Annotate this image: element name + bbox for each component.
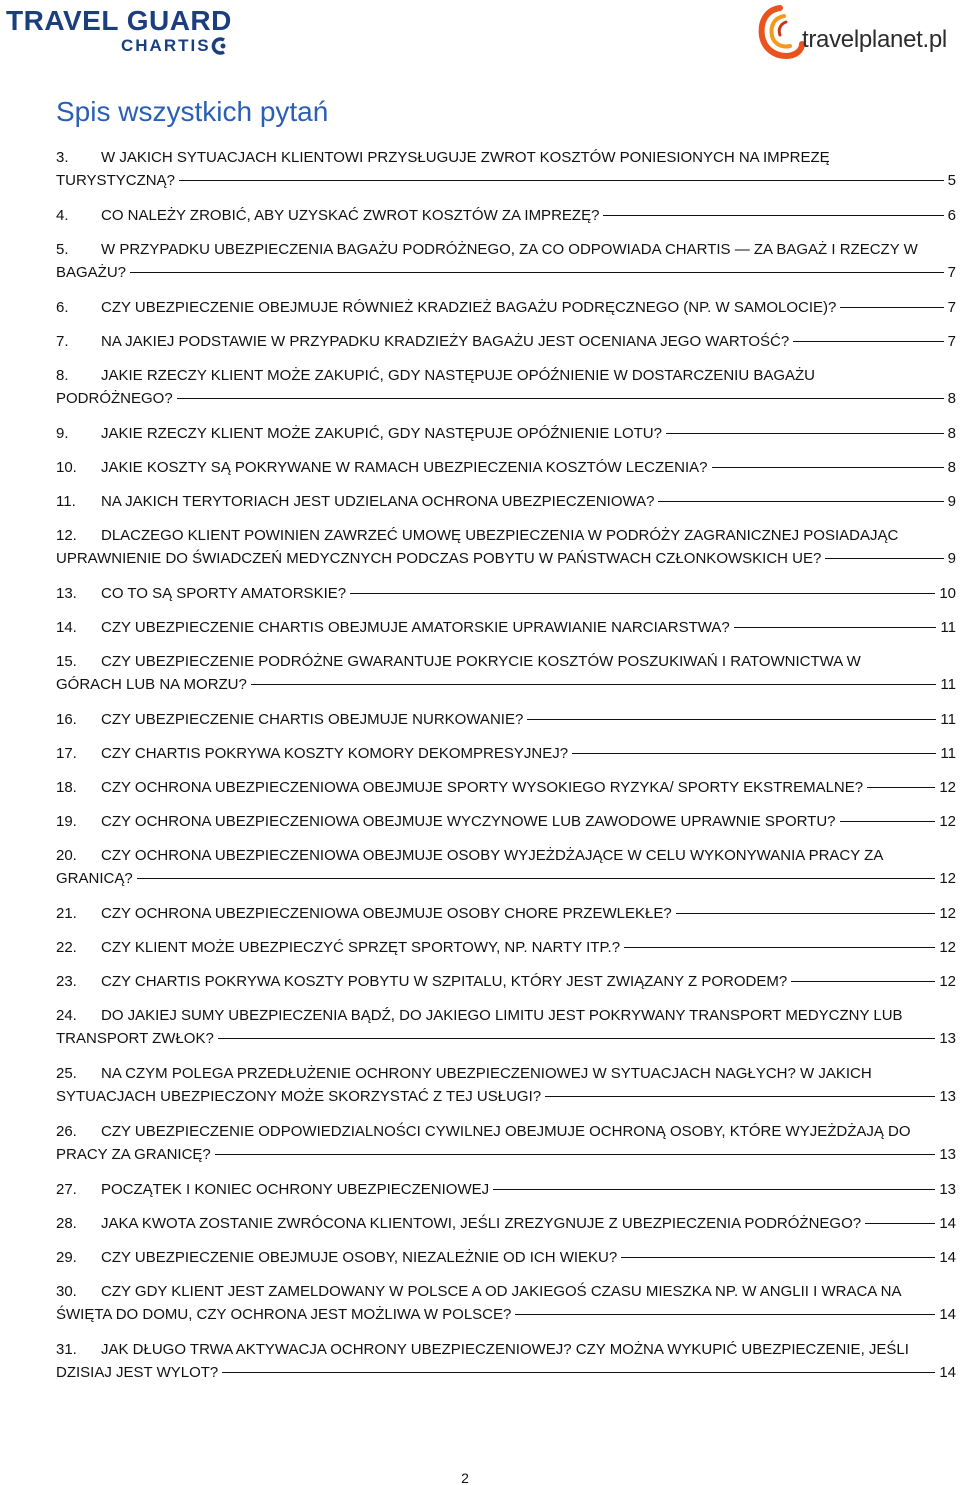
- toc-entry-text: CZY KLIENT MOŻE UBEZPIECZYĆ SPRZĘT SPORTOWY, NP. NARTY ITP.?: [101, 939, 621, 956]
- toc-page-number: 9: [947, 493, 956, 510]
- page-title: Spis wszystkich pytań: [56, 96, 329, 127]
- toc-entry-number: 15.: [56, 653, 77, 670]
- toc-leader-line: [251, 684, 937, 685]
- toc-leader-line: [215, 1154, 936, 1155]
- toc-entry-number: 26.: [56, 1123, 77, 1140]
- toc-leader-line: [222, 1372, 935, 1373]
- toc-entry-number: 19.: [56, 813, 77, 830]
- toc-leader-line: [712, 467, 944, 468]
- toc-entry[interactable]: [56, 902, 956, 925]
- toc-leader-line: [791, 981, 935, 982]
- toc-entry[interactable]: [56, 296, 956, 319]
- toc-entry-text: PRACY ZA GRANICĘ?: [56, 1146, 211, 1163]
- toc-entry-text: CO TO SĄ SPORTY AMATORSKIE?: [101, 585, 347, 602]
- toc-entry[interactable]: [56, 1280, 956, 1326]
- toc-entry[interactable]: [56, 524, 956, 570]
- toc-page-number: 9: [947, 550, 956, 567]
- toc-entry-number: 7.: [56, 333, 69, 350]
- toc-leader-line: [793, 341, 943, 342]
- toc-entry-text: DLACZEGO KLIENT POWINIEN ZAWRZEĆ UMOWĘ UBEZPIECZENIA W PODRÓŻY ZAGRANICZNEJ POSIADAJĄC: [101, 527, 899, 544]
- toc-entry[interactable]: [56, 1338, 956, 1384]
- toc-entry[interactable]: [56, 844, 956, 890]
- toc-leader-line: [840, 307, 943, 308]
- toc-leader-line: [840, 821, 936, 822]
- toc-page-number: 13: [939, 1181, 956, 1198]
- toc-page-number: 8: [947, 390, 956, 407]
- toc-leader-line: [603, 215, 943, 216]
- toc-entry[interactable]: [56, 936, 956, 959]
- toc-entry-number: 27.: [56, 1181, 77, 1198]
- toc-entry-number: 29.: [56, 1249, 77, 1266]
- toc-leader-line: [825, 558, 943, 559]
- travel-guard-chartis-logo: [6, 6, 236, 58]
- toc-entry[interactable]: [56, 810, 956, 833]
- page-number: 2: [461, 1470, 469, 1485]
- toc-entry-text: CZY UBEZPIECZENIE ODPOWIEDZIALNOŚCI CYWILNEJ OBEJMUJE OCHRONĄ OSOBY, KTÓRE WYJEŻDŻAJĄ DO: [101, 1123, 911, 1140]
- toc-entry-number: 4.: [56, 207, 69, 224]
- travelplanet-logo: [752, 4, 952, 64]
- toc-entry-number: 11.: [56, 493, 76, 510]
- toc-page-number: 12: [939, 939, 956, 956]
- toc-entry-text: CZY GDY KLIENT JEST ZAMELDOWANY W POLSCE A OD JAKIEGOŚ CZASU MIESZKA NP. W ANGLII I WRACA NA: [101, 1283, 902, 1300]
- toc-page-number: 12: [939, 779, 956, 796]
- toc-leader-line: [218, 1038, 936, 1039]
- toc-entry[interactable]: [56, 650, 956, 696]
- toc-entry[interactable]: [56, 456, 956, 479]
- toc-entry-text: NA JAKICH TERYTORIACH JEST UDZIELANA OCHRONA UBEZPIECZENIOWA?: [101, 493, 655, 510]
- toc-page-number: 5: [947, 172, 956, 189]
- toc-entry-number: 10.: [56, 459, 77, 476]
- toc-page-number: 11: [940, 676, 956, 693]
- toc-entry[interactable]: [56, 616, 956, 639]
- toc-leader-line: [493, 1189, 935, 1190]
- toc-page-number: 12: [939, 973, 956, 990]
- toc-entry-number: 25.: [56, 1065, 77, 1082]
- toc-entry-text: W JAKICH SYTUACJACH KLIENTOWI PRZYSŁUGUJE ZWROT KOSZTÓW PONIESIONYCH NA IMPREZĘ: [101, 149, 830, 166]
- toc-entry-text: GÓRACH LUB NA MORZU?: [56, 676, 247, 693]
- toc-leader-line: [515, 1314, 935, 1315]
- toc-page-number: 14: [939, 1215, 956, 1232]
- toc-entry-number: 31.: [56, 1341, 77, 1358]
- toc-entry[interactable]: [56, 422, 956, 445]
- toc-page-number: 13: [939, 1030, 956, 1047]
- toc-entry[interactable]: [56, 582, 956, 605]
- toc-entry-text: JAKIE RZECZY KLIENT MOŻE ZAKUPIĆ, GDY NASTĘPUJE OPÓŹNIENIE LOTU?: [101, 425, 662, 442]
- toc-entry[interactable]: [56, 742, 956, 765]
- toc-entry-text: UPRAWNIENIE DO ŚWIADCZEŃ MEDYCZNYCH PODCZAS POBYTU W PAŃSTWACH CZŁONKOWSKICH UE?: [56, 550, 822, 567]
- toc-page-number: 7: [947, 264, 956, 281]
- toc-entry-number: 16.: [56, 711, 77, 728]
- toc-entry[interactable]: [56, 490, 956, 513]
- toc-leader-line: [545, 1096, 935, 1097]
- toc-entry-number: 14.: [56, 619, 77, 636]
- toc-entry[interactable]: [56, 238, 956, 284]
- toc-page-number: 12: [939, 905, 956, 922]
- toc-entry-text: DZISIAJ JEST WYLOT?: [56, 1364, 219, 1381]
- toc-entry-text: JAKA KWOTA ZOSTANIE ZWRÓCONA KLIENTOWI, JEŚLI ZREZYGNUJE Z UBEZPIECZENIA PODRÓŻNEGO?: [101, 1215, 862, 1232]
- toc-entry[interactable]: [56, 1212, 956, 1235]
- toc-entry-number: 30.: [56, 1283, 77, 1300]
- toc-entry-text: CZY OCHRONA UBEZPIECZENIOWA OBEJMUJE SPORTY WYSOKIEGO RYZYKA/ SPORTY EKSTREMALNE?: [101, 779, 864, 796]
- toc-page-number: 12: [939, 813, 956, 830]
- toc-page-number: 11: [940, 711, 956, 728]
- toc-entry[interactable]: [56, 1062, 956, 1108]
- toc-leader-line: [527, 719, 936, 720]
- toc-entry-text: ŚWIĘTA DO DOMU, CZY OCHRONA JEST MOŻLIWA W POLSCE?: [56, 1306, 512, 1323]
- toc-page-number: 8: [947, 459, 956, 476]
- toc-entry[interactable]: [56, 146, 956, 192]
- toc-entry-text: JAKIE KOSZTY SĄ POKRYWANE W RAMACH UBEZPIECZENIA KOSZTÓW LECZENIA?: [101, 459, 708, 476]
- toc-page-number: 8: [947, 425, 956, 442]
- toc-entry-text: CZY UBEZPIECZENIE OBEJMUJE OSOBY, NIEZALEŻNIE OD ICH WIEKU?: [101, 1249, 618, 1266]
- toc-entry[interactable]: [56, 330, 956, 353]
- toc-entry-text: TURYSTYCZNĄ?: [56, 172, 175, 189]
- toc-entry-number: 18.: [56, 779, 77, 796]
- toc-leader-line: [350, 593, 935, 594]
- toc-entry-text: CZY UBEZPIECZENIE PODRÓŻNE GWARANTUJE POKRYCIE KOSZTÓW POSZUKIWAŃ I RATOWNICTWA W: [101, 653, 861, 670]
- toc-entry[interactable]: [56, 708, 956, 731]
- toc-entry-text: GRANICĄ?: [56, 870, 133, 887]
- toc-entry-text: BAGAŻU?: [56, 264, 127, 281]
- toc-entry-text: W PRZYPADKU UBEZPIECZENIA BAGAŻU PODRÓŻNEGO, ZA CO ODPOWIADA CHARTIS — ZA BAGAŻ I RZECZY W: [101, 241, 918, 258]
- toc-entry-number: 9.: [56, 425, 69, 442]
- toc-page-number: 13: [939, 1146, 956, 1163]
- toc-page-number: 11: [940, 745, 956, 762]
- toc-leader-line: [624, 947, 935, 948]
- toc-page-number: 7: [947, 333, 956, 350]
- toc-leader-line: [734, 627, 937, 628]
- toc-entry-number: 23.: [56, 973, 77, 990]
- toc-entry-number: 6.: [56, 299, 69, 316]
- toc-entry[interactable]: [56, 204, 956, 227]
- toc-leader-line: [867, 787, 935, 788]
- toc-entry-number: 28.: [56, 1215, 77, 1232]
- toc-page-number: 14: [939, 1364, 956, 1381]
- toc-entry-text: CZY OCHRONA UBEZPIECZENIOWA OBEJMUJE OSOBY CHORE PRZEWLEKŁE?: [101, 905, 672, 922]
- toc-leader-line: [179, 180, 944, 181]
- travelplanet-swirl-icon: [756, 4, 806, 62]
- toc-entry-text: CZY OCHRONA UBEZPIECZENIOWA OBEJMUJE WYCZYNOWE LUB ZAWODOWE UPRAWNIE SPORTU?: [101, 813, 836, 830]
- toc-entry-number: 22.: [56, 939, 77, 956]
- chartis-c-icon: [208, 37, 230, 55]
- chartis-logo-text: CHARTIS: [121, 36, 211, 55]
- toc-page-number: 7: [947, 299, 956, 316]
- toc-leader-line: [177, 398, 944, 399]
- toc-leader-line: [130, 272, 944, 273]
- toc-entry-text: PODRÓŻNEGO?: [56, 390, 173, 407]
- toc-entry-text: CZY CHARTIS POKRYWA KOSZTY POBYTU W SZPITALU, KTÓRY JEST ZWIĄZANY Z PORODEM?: [101, 973, 788, 990]
- toc-entry[interactable]: [56, 1178, 956, 1201]
- toc-entry-text: TRANSPORT ZWŁOK?: [56, 1030, 214, 1047]
- toc-page-number: 14: [939, 1306, 956, 1323]
- toc-entry-number: 24.: [56, 1007, 77, 1024]
- toc-entry[interactable]: [56, 364, 956, 410]
- toc-entry-text: CO NALEŻY ZROBIĆ, ABY UZYSKAĆ ZWROT KOSZTÓW ZA IMPREZĘ?: [101, 207, 600, 224]
- toc-entry-number: 13.: [56, 585, 77, 602]
- toc-entry-number: 12.: [56, 527, 77, 544]
- toc-entry-text: CZY UBEZPIECZENIE CHARTIS OBEJMUJE NURKOWANIE?: [101, 711, 524, 728]
- toc-entry-text: NA JAKIEJ PODSTAWIE W PRZYPADKU KRADZIEŻY BAGAŻU JEST OCENIANA JEGO WARTOŚĆ?: [101, 333, 790, 350]
- travel-guard-logo-text: TRAVEL GUARD: [6, 5, 232, 36]
- toc-entry[interactable]: [56, 776, 956, 799]
- toc-entry-text: CZY CHARTIS POKRYWA KOSZTY KOMORY DEKOMPRESYJNEJ?: [101, 745, 569, 762]
- travelplanet-logo-text: travelplanet.pl: [802, 26, 947, 53]
- toc-entry[interactable]: [56, 970, 956, 993]
- toc-entry[interactable]: [56, 1004, 956, 1050]
- toc-entry-text: SYTUACJACH UBEZPIECZONY MOŻE SKORZYSTAĆ Z TEJ USŁUGI?: [56, 1088, 542, 1105]
- toc-entry-text: POCZĄTEK I KONIEC OCHRONY UBEZPIECZENIOWEJ: [101, 1181, 490, 1198]
- toc-entry[interactable]: [56, 1120, 956, 1166]
- toc-entry-text: JAKIE RZECZY KLIENT MOŻE ZAKUPIĆ, GDY NASTĘPUJE OPÓŹNIENIE W DOSTARCZENIU BAGAŻU: [101, 367, 815, 384]
- toc-page-number: 13: [939, 1088, 956, 1105]
- toc-entry-number: 21.: [56, 905, 77, 922]
- toc-entry-number: 20.: [56, 847, 77, 864]
- toc-entry-text: CZY UBEZPIECZENIE OBEJMUJE RÓWNIEŻ KRADZIEŻ BAGAŻU PODRĘCZNEGO (NP. W SAMOLOCIE)?: [101, 299, 837, 316]
- toc-page-number: 6: [947, 207, 956, 224]
- toc-entry-text: JAK DŁUGO TRWA AKTYWACJA OCHRONY UBEZPIECZENIOWEJ? CZY MOŻNA WYKUPIĆ UBEZPIECZENIE, JEŚLI: [101, 1341, 909, 1358]
- toc-page-number: 14: [939, 1249, 956, 1266]
- toc-page-number: 12: [939, 870, 956, 887]
- toc-entry[interactable]: [56, 1246, 956, 1269]
- toc-entry-text: NA CZYM POLEGA PRZEDŁUŻENIE OCHRONY UBEZPIECZENIOWEJ W SYTUACJACH NAGŁYCH? W JAKICH: [101, 1065, 872, 1082]
- toc-leader-line: [666, 433, 944, 434]
- toc-entry-text: CZY OCHRONA UBEZPIECZENIOWA OBEJMUJE OSOBY WYJEŻDŻAJĄCE W CELU WYKONYWANIA PRACY ZA: [101, 847, 884, 864]
- toc-leader-line: [572, 753, 936, 754]
- toc-leader-line: [865, 1223, 935, 1224]
- toc-leader-line: [658, 501, 943, 502]
- toc-entry-text: CZY UBEZPIECZENIE CHARTIS OBEJMUJE AMATORSKIE UPRAWIANIE NARCIARSTWA?: [101, 619, 730, 636]
- toc-entry-text: DO JAKIEJ SUMY UBEZPIECZENIA BĄDŹ, DO JAKIEGO LIMITU JEST POKRYWANY TRANSPORT MEDYCZNY LUB: [101, 1007, 903, 1024]
- toc-entry-number: 3.: [56, 149, 69, 166]
- toc-entry-number: 17.: [56, 745, 77, 762]
- toc-leader-line: [676, 913, 936, 914]
- toc-page-number: 11: [940, 619, 956, 636]
- toc-leader-line: [137, 878, 936, 879]
- toc-entry-number: 5.: [56, 241, 69, 258]
- toc-entry-number: 8.: [56, 367, 69, 384]
- toc-leader-line: [621, 1257, 935, 1258]
- toc-page-number: 10: [939, 585, 956, 602]
